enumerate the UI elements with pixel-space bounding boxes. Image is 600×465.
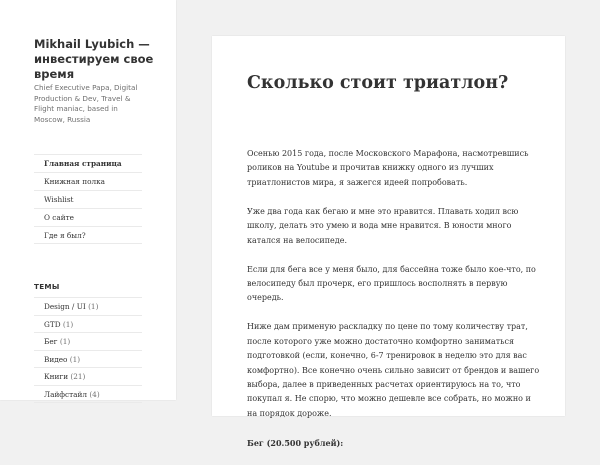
topic-count: (1): [69, 354, 81, 364]
article-title: Сколько стоит триатлон?: [247, 73, 509, 93]
topic-item[interactable]: [34, 333, 142, 351]
article-paragraph: Уже два года как бегаю и мне это нравится. Плавать ходил всю школу, делать это умею и вода мне нравится. В юности много катался на велосипеде.: [247, 206, 519, 245]
topic-count: (1): [59, 337, 71, 346]
main-navigation: [34, 154, 142, 244]
site-title[interactable]: Mikhail Lyubich — инвестируем свое время: [34, 37, 154, 81]
nav-item-bookshelf[interactable]: Книжная полка: [34, 173, 142, 191]
article-paragraph: Если для бега все у меня было, для бассейна тоже было кое-что, по велосипеду был прочерк, его пришлось восполнять в первую очередь.: [247, 264, 536, 303]
topic-count: (4): [89, 389, 100, 399]
nav-item-wishlist[interactable]: Wishlist: [34, 191, 142, 209]
nav-item-home[interactable]: Главная страница: [34, 155, 142, 173]
topic-label[interactable]: Лайфстайл: [44, 389, 87, 399]
article-content: [247, 147, 541, 465]
topics-widget-title: ТЕМЫ: [34, 282, 60, 291]
topic-item[interactable]: [34, 298, 142, 316]
topic-count: (1): [88, 302, 99, 311]
topic-count: (21): [70, 372, 86, 381]
article-card: [212, 36, 565, 448]
topic-item[interactable]: [34, 386, 142, 404]
article-subheading: Бег (20.500 рублей):: [247, 437, 344, 448]
topic-item[interactable]: [34, 316, 142, 334]
nav-item-about[interactable]: О сайте: [34, 209, 142, 227]
site-description: Chief Executive Papa, Digital Production & Dev, Travel & Flight maniac, based in Moscow, Russia: [34, 83, 138, 124]
topics-list: [34, 297, 142, 403]
topic-label[interactable]: Design / UI: [44, 302, 86, 311]
topic-item[interactable]: [34, 368, 142, 386]
topic-label[interactable]: Книги: [44, 372, 69, 381]
topic-label[interactable]: GTD: [44, 319, 61, 329]
article-paragraph: Ниже дам применую раскладку по цене по тому количеству трат, после которого уже можно достаточно комфортно заниматься подготовкой (если, конечно, 6-7 тренировок в неделю это для вас комфортно). Все конечно очень сильно зависит от брендов и вашего выбора, далее в приведенных расчетах ориентируюсь на то, что покупал я. Не спорю, что можно дешевле все собрать, но можно и на порядок дороже.: [247, 322, 540, 418]
nav-item-where-been[interactable]: Где я был?: [34, 227, 142, 245]
topic-count: (1): [62, 319, 74, 329]
sidebar: [0, 0, 176, 400]
article-paragraph: Осенью 2015 года, после Московского Марафона, насмотревшись роликов на Youtube и прочитав книжку одного из лучших триатлонистов мира, я зажегся идеей попробовать.: [247, 149, 529, 187]
topic-label[interactable]: Видео: [44, 354, 68, 364]
topic-label[interactable]: Бег: [44, 337, 58, 346]
topic-item[interactable]: [34, 351, 142, 369]
